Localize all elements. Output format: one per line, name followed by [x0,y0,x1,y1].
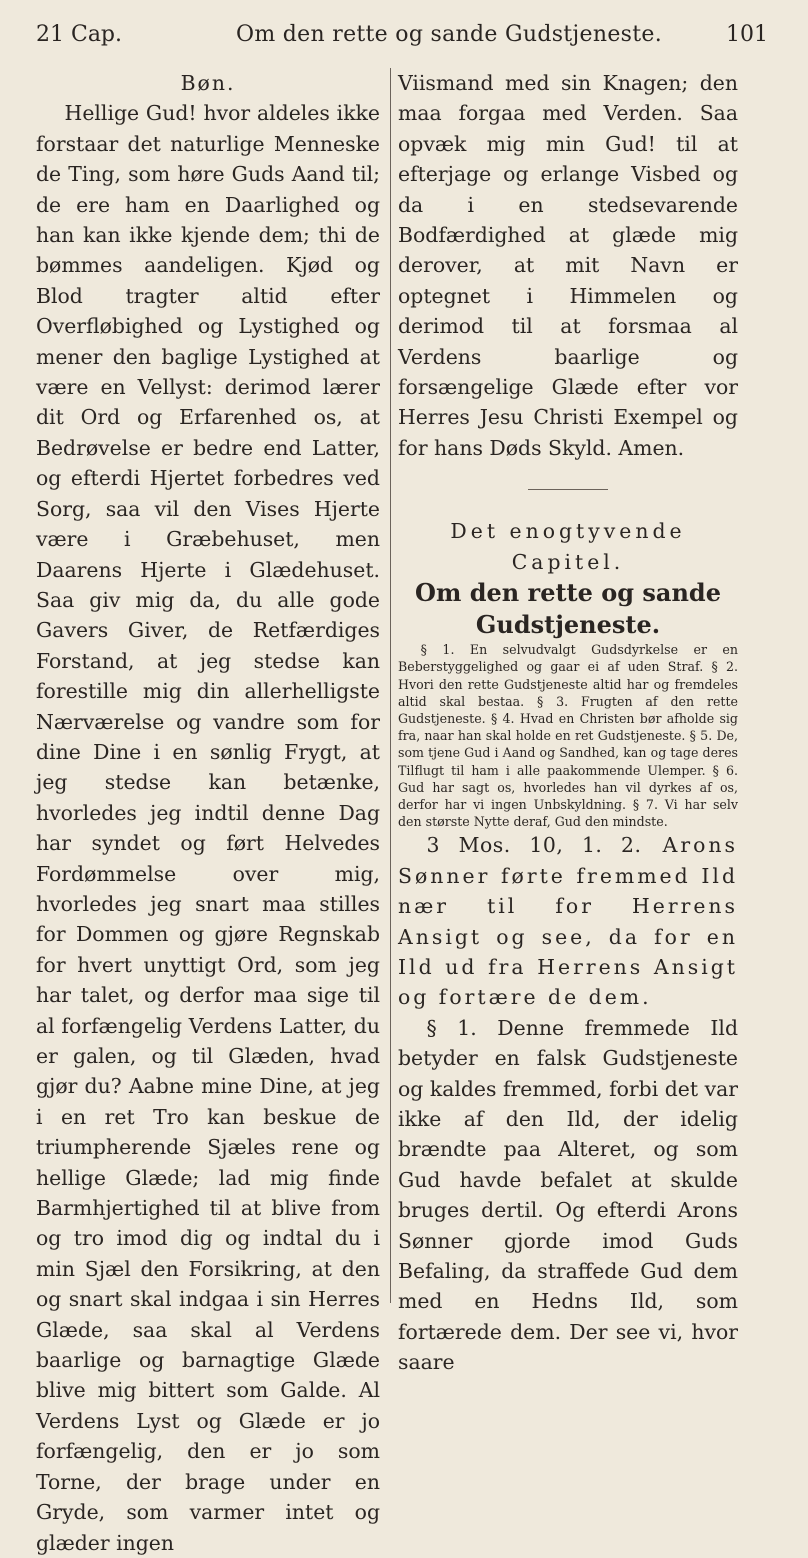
chapter-label: Det enogtyvende Capitel. [450,519,686,574]
scripture-text: Arons Sønner førte fremmed Ild nær til for Herrens Ansigt og see, da for en Ild ud fra Herrens Ansigt og fortære de dem. [398,833,738,1010]
chapter-indicator: 21 Cap. [36,22,123,47]
chapter-summary [398,641,738,830]
prayer-heading: Bøn. [180,71,236,95]
scripture-reference: 3 Mos. 10, 1. 2. [426,833,642,858]
page-header [36,22,768,56]
right-column [398,68,738,1378]
left-column [36,68,380,1558]
chapter-title: Om den rette og sande Gudstjeneste. [415,578,721,640]
page-number: 101 [726,22,768,47]
prayer-text: Hellige Gud! hvor aldeles ikke forstaar det naturlige Menneske de Ting, som høre Guds Aand til; de ere ham en Daarlighed og han kan ikke kjende dem; thi de bømmes aandeligen. Kjød og Blod tragter altid efter Overfløbighed og Lystighed og mener den baglige Lystighed at være en Vellyst: derimod lærer dit Ord og Erfarenhed os, at Bedrøvelse er bedre end Latter, og efterdi Hjertet forbedres ved Sorg, saa vil den Vises Hjerte være i Græbehuset, men Daarens Hjerte i Glædehuset. Saa giv mig da, du alle gode Gavers Giver, de Retfærdiges Forstand, at jeg stedse kan forestille mig din allerhelligste Nærværelse og vandre som for dine Dine i en sønlig Frygt, at jeg stedse kan betænke, hvorledes jeg indtil denne Dag har syndet og ført Helvedes Fordømmelse over mig, hvorledes jeg snart maa stilles for Dommen og gjøre Regnskab for hvert unyttigt Ord, som jeg har talet, og derfor maa sige til al forfængelig Verdens Latter, du er galen, og til Glæden, hvad gjør du? Aabne mine Dine, at jeg i en ret Tro kan beskue de triumpherende Sjæles rene og hellige Glæde; lad mig finde Barmhjertighed til at blive from og tro imod dig og indtal du i min Sjæl den Forsikring, at den og snart skal indgaa i sin Herres Glæde, saa skal al Verdens baarlige og barnagtige Glæde blive mig bittert som Galde. Al Verdens Lyst og Glæde er jo forfængelig, den er jo som Torne, der brage under en Gryde, som varmer intet og glæder ingen [36,101,380,1555]
running-title: Om den rette og sande Gudstjeneste. [236,22,663,47]
paragraph-1: § 1. Denne fremmede Ild betyder en falsk Gudstjeneste og kaldes fremmed, forbi det var ikke af den Ild, der idelig brændte paa Alteret, og som Gud havde befalet at skulde bruges dertil. Og efterdi Arons Sønner gjorde imod Guds Befaling, da straffede Gud dem med en Hedns Ild, som fortærede dem. Der see vi, hvor saare [398,1015,738,1375]
scripture-quote [398,830,738,1012]
column-divider [390,68,391,1303]
section-rule [528,489,608,490]
prayer-continued-text: Viismand med sin Knagen; den maa forgaa med Verden. Saa opvæk mig min Gud! til at efterjage og erlange Visbed og da i en stedsevarende Bodfærdighed at glæde mig derover, at mit Navn er optegnet i Himmelen og derimod til at forsmaa al Verdens baarlige og forsængelige Glæde efter vor Herres Jesu Christi Exempel og for hans Døds Skyld. Amen. [398,71,738,460]
chapter-summary-text: § 1. En selvudvalgt Gudsdyrkelse er en Beberstyggelighed og gaar ei af uden Straf. § 2. Hvori den rette Gudstjeneste altid har og fremdeles altid skal bestaa. § 3. Frugten af den rette Gudstjeneste. § 4. Hvad en Christen bør afholde sig fra, naar han skal holde en ret Gudstjeneste. § 5. De, som tjene Gud i Aand og Sandhed, kan og tage deres Tilflugt til ham i alle paakommende Ulemper. § 6. Gud har sagt os, hvorledes han vil dyrkes af os, derfor har vi ingen Unbskyldning. § 7. Vi har selv den største Nytte deraf, Gud den mindste. [398,642,738,830]
